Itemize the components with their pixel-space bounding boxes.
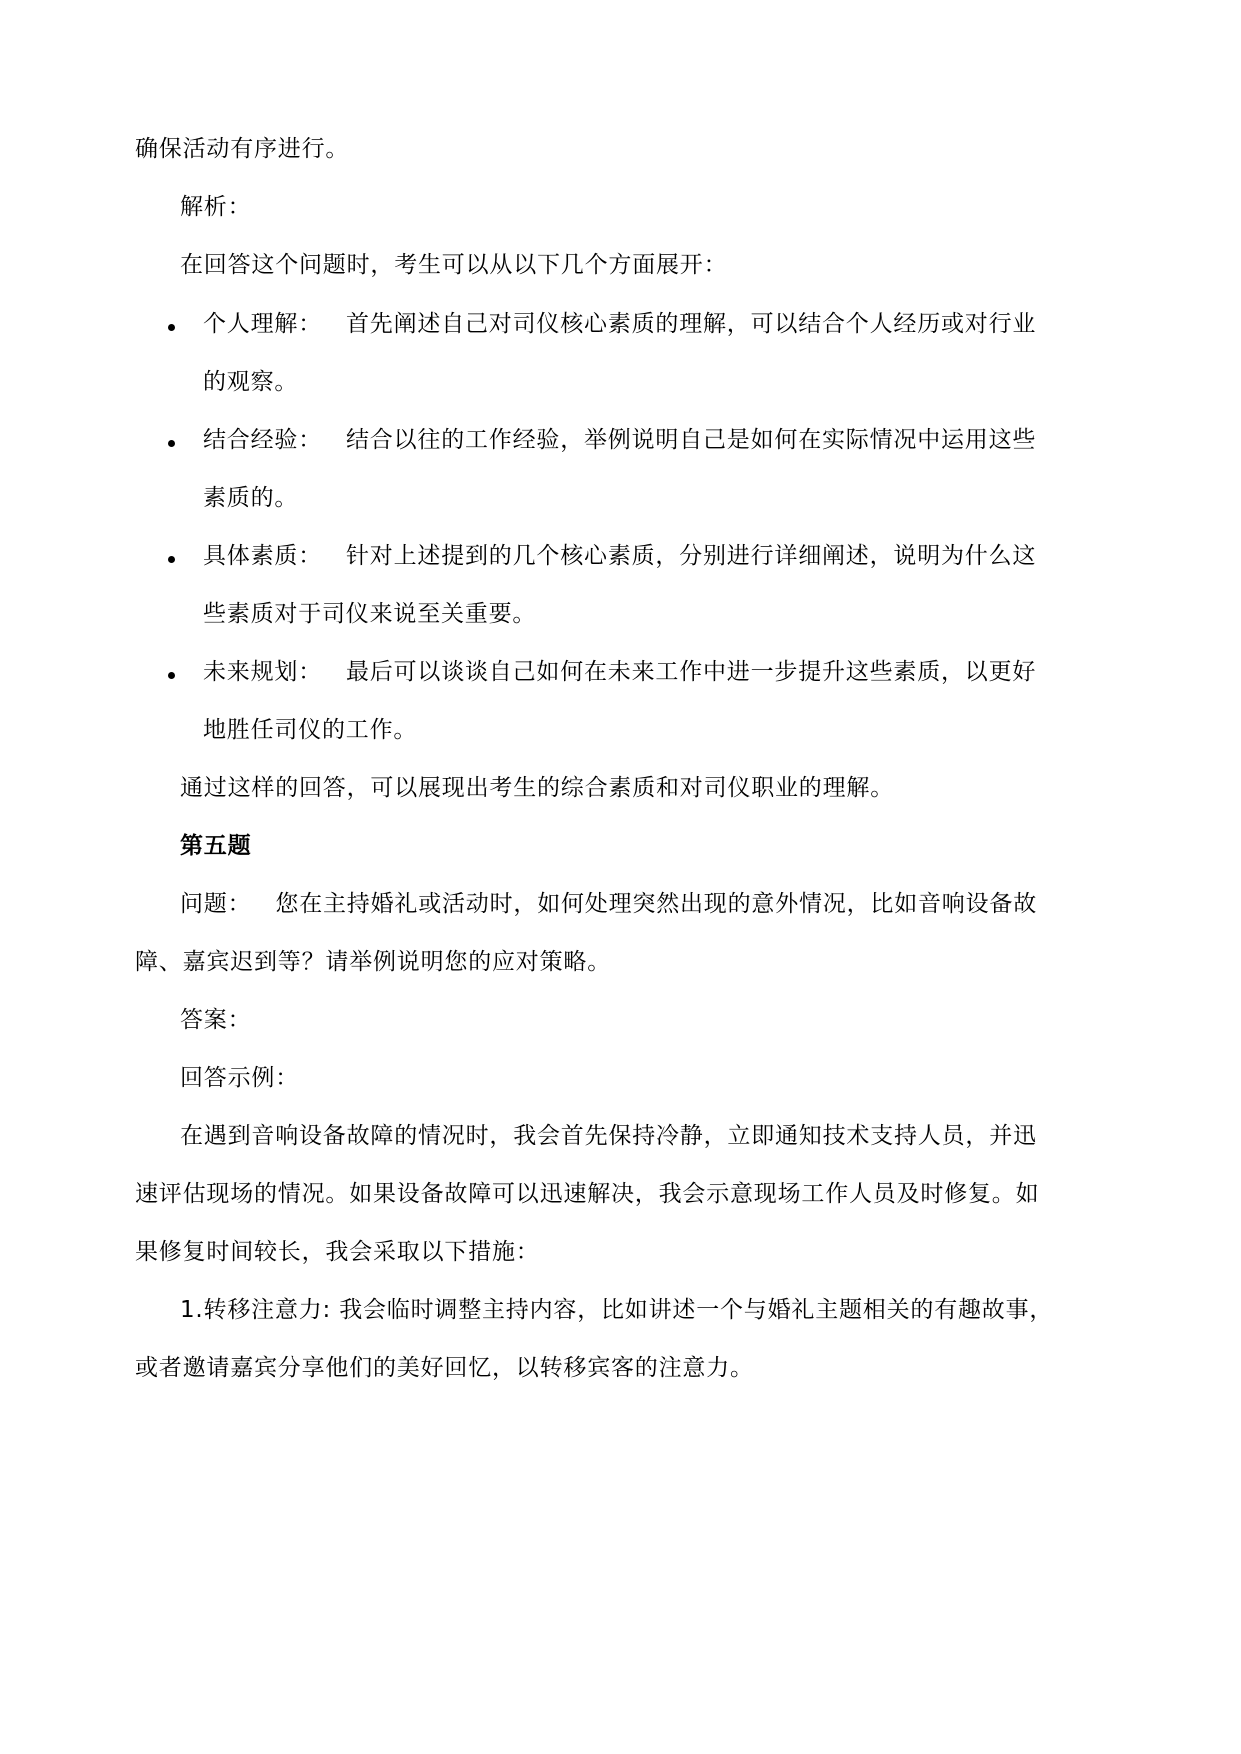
bullet-1-text: 首先阐述自己对司仪核心素质的理解，可以结合个人经历或对行业 [346,311,1037,337]
bullet-1-line-2: 的观察。 [203,369,299,395]
bullet-dot-3 [168,556,175,563]
bullet-dot-1 [168,324,175,331]
bullet-dot-4 [168,672,175,679]
bullet-1-line-1 [203,308,1036,340]
bullet-3-label: 具体素质： [203,543,322,569]
bullet-2-line-2: 素质的。 [203,485,299,511]
bullet-4-line-2: 地胜任司仪的工作。 [203,717,418,743]
item-1-line-2: 或者邀请嘉宾分享他们的美好回忆，以转移宾客的注意力。 [135,1355,754,1381]
bullet-3-line-2: 些素质对于司仪来说至关重要。 [203,601,537,627]
analysis-intro: 在回答这个问题时，考生可以从以下几个方面展开： [180,252,728,278]
analysis-label: 解析： [180,194,252,220]
summary: 通过这样的回答，可以展现出考生的综合素质和对司仪职业的理解。 [180,775,894,801]
question-label: 问题： [180,891,252,917]
bullet-1-label: 个人理解： [203,311,322,337]
answer-para-line-3: 果修复时间较长，我会采取以下措施： [135,1239,540,1265]
bullet-2-line-1 [203,424,1036,456]
question-line-1 [180,888,1037,920]
bullet-4-text: 最后可以谈谈自己如何在未来工作中进一步提升这些素质，以更好 [346,659,1037,685]
bullet-2-text: 结合以往的工作经验，举例说明自己是如何在实际情况中运用这些 [346,427,1037,453]
section-title: 第五题 [180,833,252,859]
intro-line: 确保活动有序进行。 [135,136,350,162]
example-label: 回答示例： [180,1065,299,1091]
answer-label: 答案： [180,1007,252,1033]
bullet-dot-2 [168,440,175,447]
bullet-3-line-1 [203,540,1036,572]
bullet-4-label: 未来规划： [203,659,322,685]
question-text: 您在主持婚礼或活动时，如何处理突然出现的意外情况，比如音响设备故 [275,891,1038,917]
item-1-line-1: 1.转移注意力: 我会临时调整主持内容，比如讲述一个与婚礼主题相关的有趣故事， [180,1297,1054,1323]
question-line-2: 障、嘉宾迟到等？请举例说明您的应对策略。 [135,949,611,975]
answer-para-line-1: 在遇到音响设备故障的情况时，我会首先保持冷静，立即通知技术支持人员，并迅 [180,1123,1037,1149]
bullet-2-label: 结合经验： [203,427,322,453]
bullet-4-line-1 [203,656,1036,688]
bullet-3-text: 针对上述提到的几个核心素质，分别进行详细阐述，说明为什么这 [346,543,1037,569]
answer-para-line-2: 速评估现场的情况。如果设备故障可以迅速解决，我会示意现场工作人员及时修复。如 [135,1181,1040,1207]
